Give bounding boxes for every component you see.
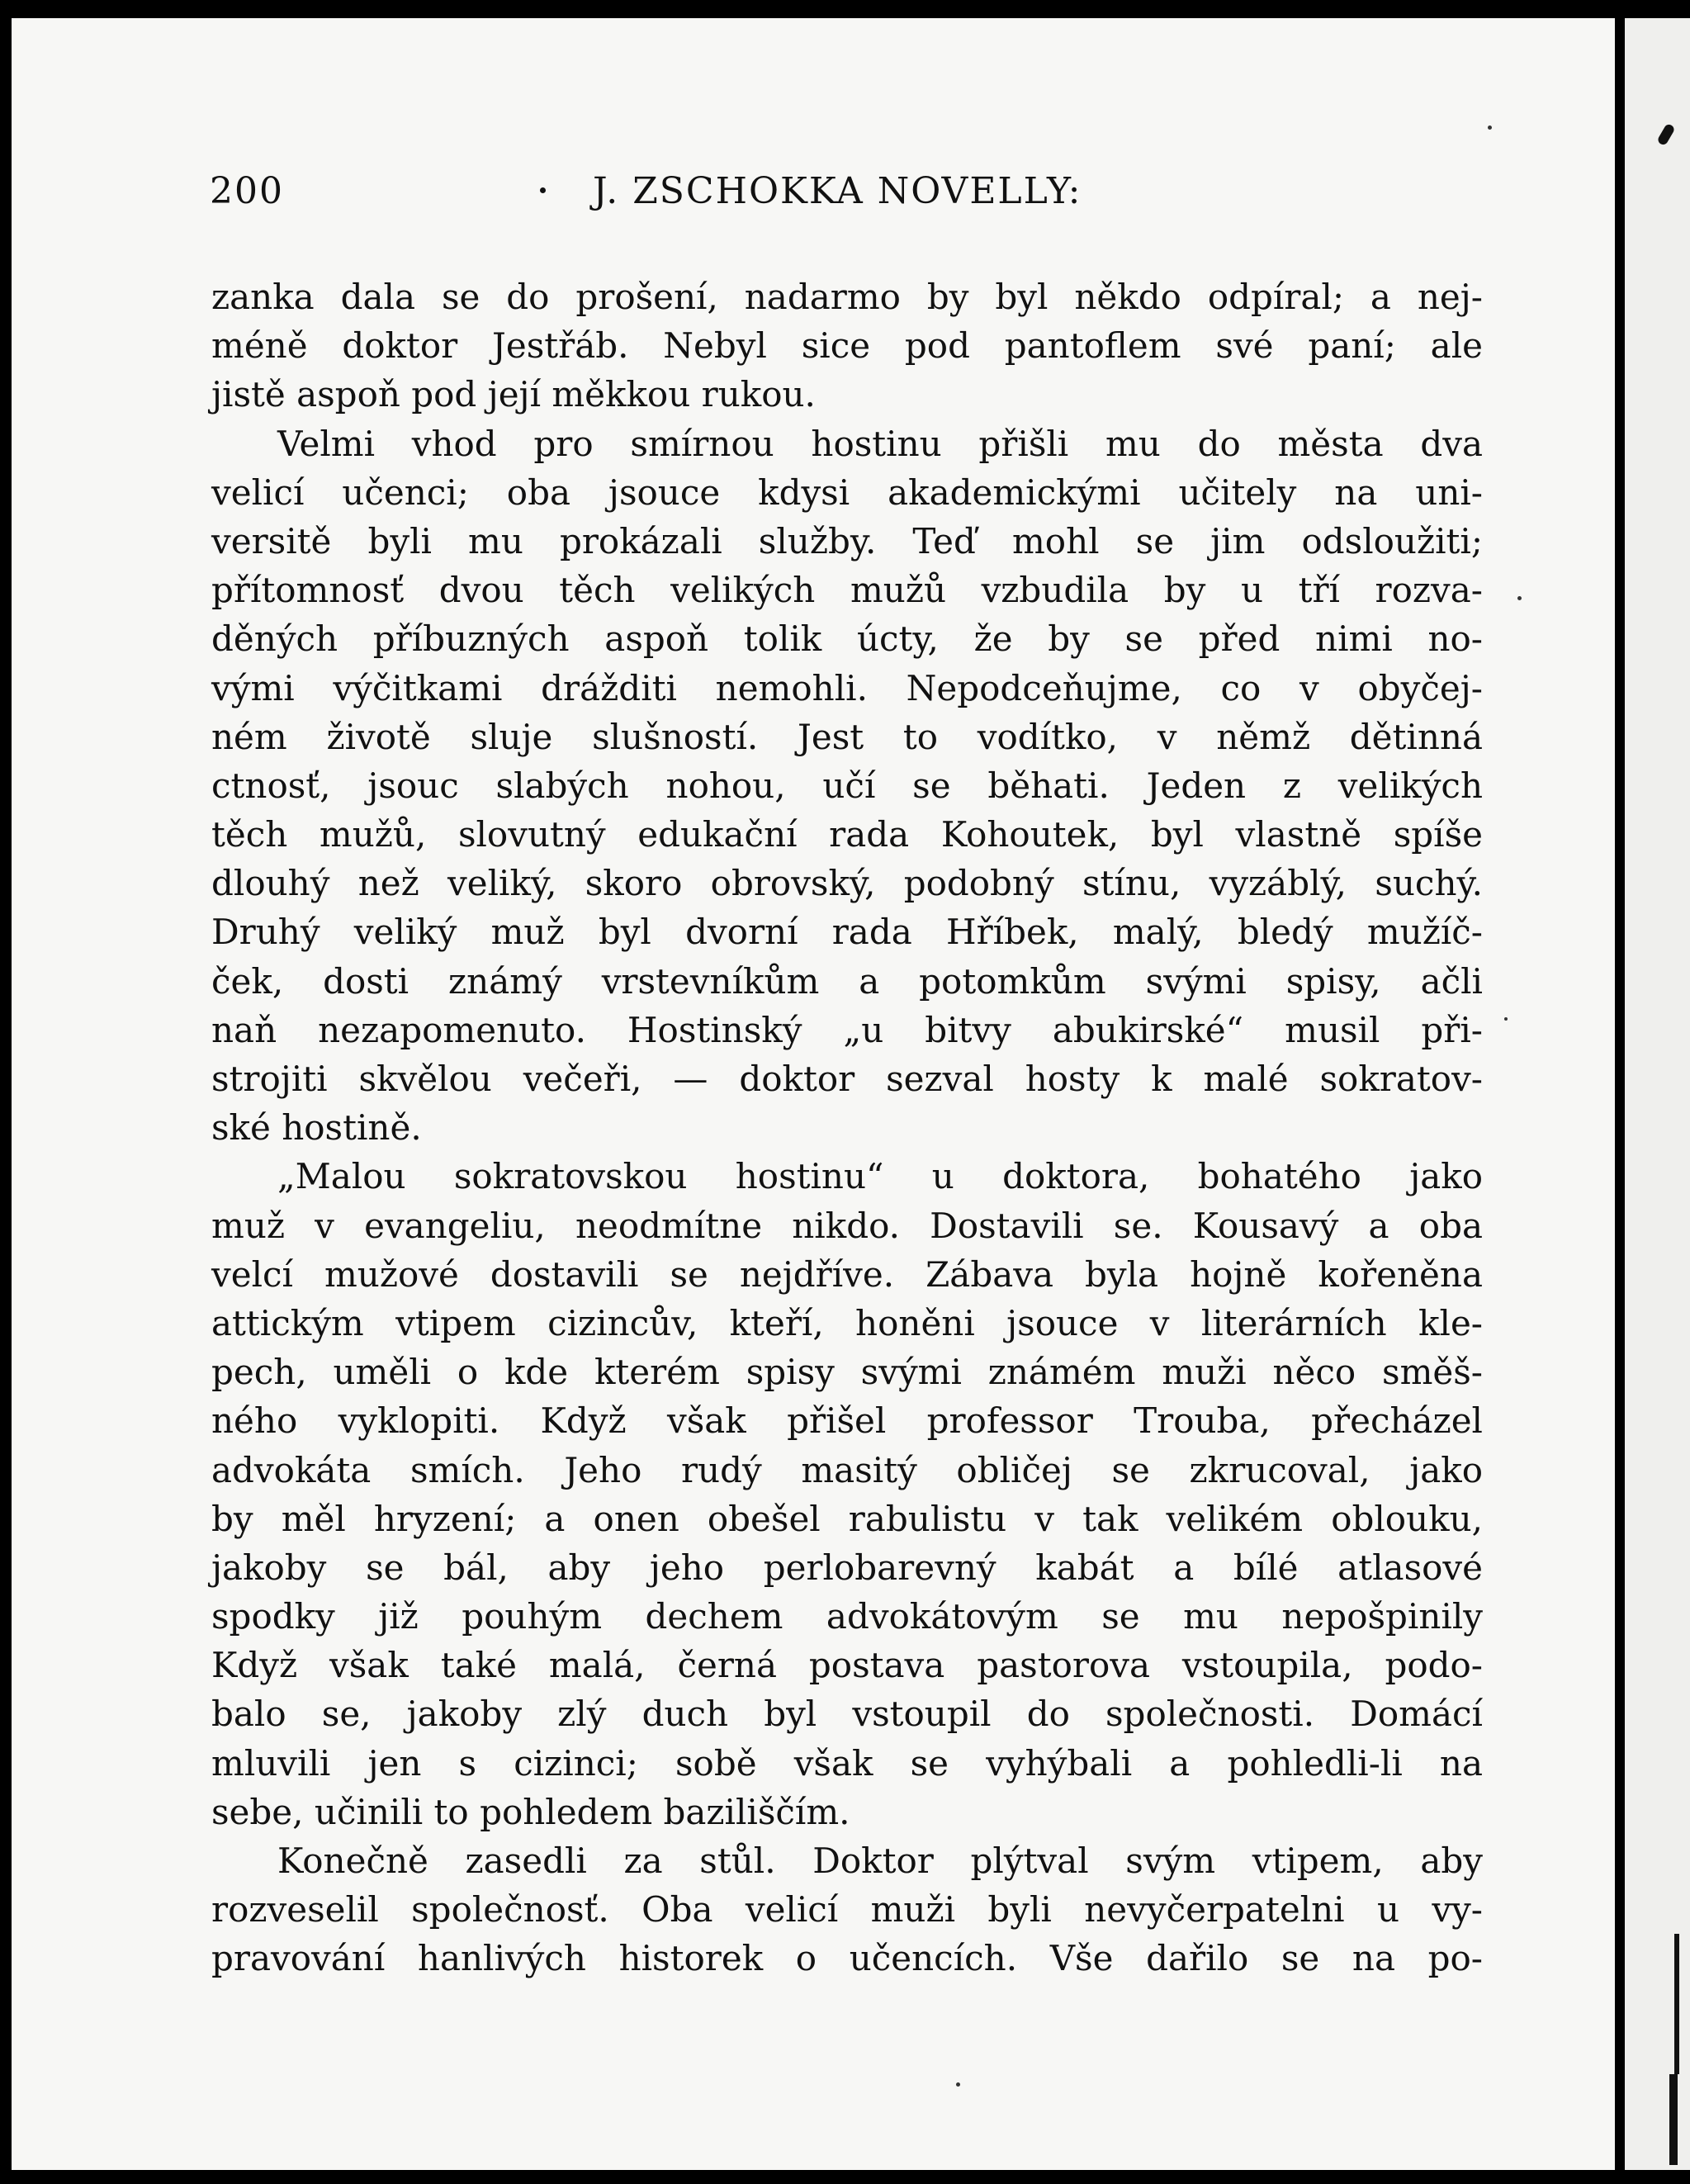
body-text xyxy=(211,272,1483,1983)
text-line: spodky již pouhým dechem advokátovým se mu nepošpinily xyxy=(211,1596,1483,1637)
scan-mark xyxy=(1674,1934,1679,2074)
text-line: Velmi vhod pro smírnou hostinu přišli mu do města dva xyxy=(277,423,1483,464)
scan-speck xyxy=(1504,1017,1508,1021)
text-line: Konečně zasedli za stůl. Doktor plýtval svým vtipem, aby xyxy=(277,1841,1483,1881)
adjacent-page-edge xyxy=(1625,18,1690,2170)
text-line: těch mužů, slovutný edukační rada Kohoutek, byl vlastně spíše xyxy=(211,814,1483,855)
text-line: méně doktor Jestřáb. Nebyl sice pod pantoflem své paní; ale xyxy=(211,325,1483,367)
running-title: J. ZSCHOKKA NOVELLY: xyxy=(593,170,1082,212)
scan-mark xyxy=(1669,2074,1678,2165)
text-line: přítomnosť dvou těch velikých mužů vzbudila by u tří rozva- xyxy=(211,570,1483,611)
text-line: naň nezapomenuto. Hostinský „u bitvy abukirské“ musil při- xyxy=(211,1009,1483,1050)
text-line: děných příbuzných aspoň tolik úcty, že by se před nimi no- xyxy=(211,618,1483,660)
page-number: 200 xyxy=(210,170,284,212)
text-line: „Malou sokratovskou hostinu“ u doktora, bohatého jako xyxy=(277,1156,1483,1197)
text-line: mluvili jen s cizinci; sobě však se vyhýbali a pohledli-li na xyxy=(211,1742,1483,1784)
text-line: muž v evangeliu, neodmítne nikdo. Dostavili se. Kousavý a oba xyxy=(211,1205,1483,1246)
text-line: advokáta smích. Jeho rudý masitý obličej se zkrucoval, jako xyxy=(211,1449,1483,1490)
text-line: sebe, učinili to pohledem baziliščím. xyxy=(211,1791,850,1832)
text-line: ček, dosti známý vrstevníkům a potomkům svými spisy, ačli xyxy=(211,960,1483,1002)
text-line: ném životě sluje slušností. Jest to vodítko, v němž dětinná xyxy=(211,716,1483,757)
text-line: by měl hryzení; a onen obešel rabulistu v tak velikém oblouku, xyxy=(211,1498,1483,1539)
text-line: ného vyklopiti. Když však přišel professor Trouba, přecházel xyxy=(211,1400,1483,1442)
text-line: ctnosť, jsouc slabých nohou, učí se běhati. Jeden z velikých xyxy=(211,765,1483,806)
text-line: Druhý veliký muž byl dvorní rada Hříbek, malý, bledý mužíč- xyxy=(211,912,1483,953)
text-line: zanka dala se do prošení, nadarmo by byl někdo odpíral; a nej- xyxy=(211,277,1483,317)
text-line: balo se, jakoby zlý duch byl vstoupil do společnosti. Domácí xyxy=(211,1694,1483,1735)
scan-mark xyxy=(1656,123,1675,147)
text-line: jakoby se bál, aby jeho perlobarevný kabát a bílé atlasové xyxy=(211,1547,1483,1588)
text-line: velicí učenci; oba jsouce kdysi akademickými učitely na uni- xyxy=(211,471,1483,513)
scan-speck xyxy=(1488,126,1492,130)
text-line: pech, uměli o kde kterém spisy svými známém muži něco směš- xyxy=(211,1352,1483,1393)
text-line: rozveselil společnosť. Oba velicí muži byli nevyčerpatelni u vy- xyxy=(211,1889,1483,1931)
text-line: Když však také malá, černá postava pastorova vstoupila, podo- xyxy=(211,1645,1483,1686)
text-line: vými výčitkami drážditi nemohli. Nepodceňujme, co v obyčej- xyxy=(211,667,1483,708)
text-line: attickým vtipem cizincův, kteří, honěni jsouce v literárních kle- xyxy=(211,1302,1483,1343)
scan-speck xyxy=(956,2082,960,2087)
text-line: velcí mužové dostavili se nejdříve. Zábava byla hojně kořeněna xyxy=(211,1253,1483,1295)
header-dot xyxy=(540,187,546,193)
text-line: pravování hanlivých historek o učencích. Vše dařilo se na po- xyxy=(211,1938,1483,1979)
scan-speck xyxy=(1517,596,1522,600)
text-line: versitě byli mu prokázali služby. Teď mohl se jim odsloužiti; xyxy=(211,520,1483,561)
text-line: strojiti skvělou večeři, — doktor sezval hosty k malé sokratov- xyxy=(211,1059,1483,1099)
text-line: dlouhý než veliký, skoro obrovský, podobný stínu, vyzáblý, suchý. xyxy=(211,863,1483,904)
book-page xyxy=(12,18,1615,2170)
text-line: ské hostině. xyxy=(211,1107,422,1149)
text-line: jistě aspoň pod její měkkou rukou. xyxy=(211,374,816,415)
